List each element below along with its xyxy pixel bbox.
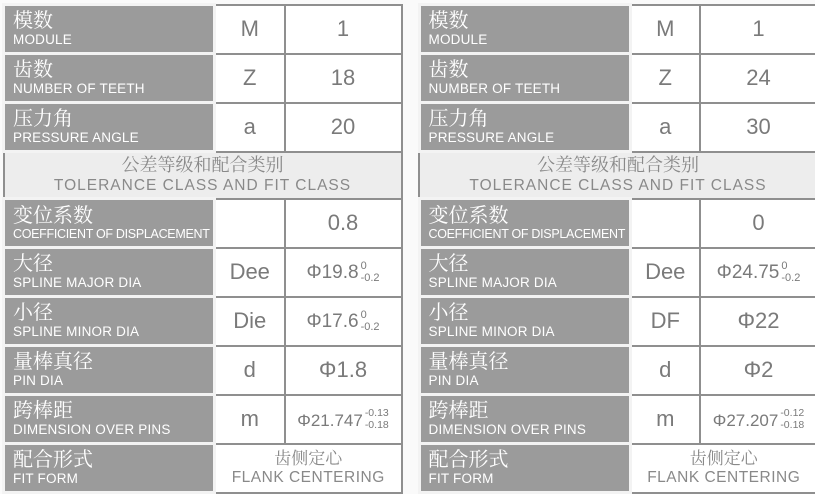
displacement-symbol [630, 199, 700, 248]
minor-dia-value [285, 297, 402, 346]
table-row-pressure-angle [419, 103, 815, 152]
table-row-minor-dia [4, 297, 402, 346]
pin-dia-symbol: d [630, 346, 700, 395]
minor-dia-label [419, 297, 630, 346]
pin-dia-value: Φ1.8 [285, 346, 402, 395]
tolerance-band-zh: 公差等级和配合类别 [5, 154, 401, 177]
module-symbol: M [215, 5, 285, 54]
minor-dia-label-zh: 小径 [13, 302, 211, 324]
major-dia-nominal: Φ19.8 [306, 262, 358, 284]
table-row-module [4, 5, 402, 54]
major-dia-label-zh: 大径 [13, 253, 211, 275]
pressure-angle-label [4, 103, 215, 152]
major-dia-label [419, 248, 630, 297]
table-row-tolerance-band [419, 152, 815, 199]
over-pins-value [700, 395, 815, 444]
fit-form-label-zh: 配合形式 [13, 449, 211, 471]
spec-table-left [2, 3, 403, 494]
tolerance-band-en: TOLERANCE CLASS AND FIT CLASS [5, 177, 401, 196]
displacement-label-en: COEFFICIENT OF DISPLACEMENT [13, 227, 211, 241]
pressure-angle-value: 30 [700, 103, 815, 152]
teeth-label-zh: 齿数 [429, 59, 627, 81]
major-dia-label [4, 248, 215, 297]
major-dia-value [700, 248, 815, 297]
pressure-angle-value: 20 [285, 103, 402, 152]
pin-dia-label-en: PIN DIA [429, 373, 627, 389]
pin-dia-label-en: PIN DIA [13, 373, 211, 389]
table-row-pin-dia [419, 346, 815, 395]
over-pins-nominal: Φ21.747 [297, 411, 363, 431]
table-row-displacement [4, 199, 402, 248]
fit-form-value-en: FLANK CENTERING [632, 469, 815, 488]
pin-dia-label-zh: 量棒真径 [13, 351, 211, 373]
major-dia-symbol: Dee [630, 248, 700, 297]
module-value: 1 [285, 5, 402, 54]
minor-dia-label-zh: 小径 [429, 302, 627, 324]
minor-dia-symbol: DF [630, 297, 700, 346]
table-row-teeth [419, 54, 815, 103]
over-pins-label [4, 395, 215, 444]
teeth-symbol: Z [215, 54, 285, 103]
tolerance-band-zh: 公差等级和配合类别 [420, 154, 815, 177]
pin-dia-value: Φ2 [700, 346, 815, 395]
table-row-pin-dia [4, 346, 402, 395]
displacement-value: 0.8 [285, 199, 402, 248]
table-row-fit-form [419, 444, 815, 493]
over-pins-label [419, 395, 630, 444]
minor-dia-nominal: Φ17.6 [306, 311, 358, 333]
fit-form-label-en: FIT FORM [429, 471, 627, 487]
table-row-minor-dia [419, 297, 815, 346]
pressure-angle-symbol: a [630, 103, 700, 152]
fit-form-value [630, 444, 815, 493]
table-row-tolerance-band [4, 152, 402, 199]
displacement-label-zh: 变位系数 [13, 205, 211, 227]
major-dia-tolerance: 0 -0.2 [361, 260, 380, 285]
pin-dia-label [4, 346, 215, 395]
table-row-major-dia [419, 248, 815, 297]
teeth-value: 18 [285, 54, 402, 103]
displacement-value: 0 [700, 199, 815, 248]
teeth-label-zh: 齿数 [13, 59, 211, 81]
major-dia-label-en: SPLINE MAJOR DIA [429, 275, 627, 291]
over-pins-symbol: m [215, 395, 285, 444]
displacement-label-zh: 变位系数 [429, 205, 627, 227]
over-pins-label-en: DIMENSION OVER PINS [429, 422, 627, 438]
major-dia-tolerance: 0 -0.2 [781, 260, 800, 285]
tolerance-band [4, 152, 402, 199]
table-row-major-dia [4, 248, 402, 297]
teeth-label-en: NUMBER OF TEETH [429, 81, 627, 97]
major-dia-value [285, 248, 402, 297]
pressure-angle-label-zh: 压力角 [429, 108, 627, 130]
fit-form-value-en: FLANK CENTERING [216, 469, 401, 488]
over-pins-tolerance: -0.12 -0.18 [780, 408, 804, 432]
displacement-label [419, 199, 630, 248]
major-dia-nominal: Φ24.75 [717, 262, 780, 284]
minor-dia-value: Φ22 [700, 297, 815, 346]
fit-form-value-zh: 齿侧定心 [216, 448, 401, 469]
pressure-angle-label-en: PRESSURE ANGLE [429, 130, 627, 146]
over-pins-tolerance: -0.13 -0.18 [365, 408, 389, 432]
table-row-pressure-angle [4, 103, 402, 152]
displacement-label [4, 199, 215, 248]
table-row-displacement [419, 199, 815, 248]
module-label-zh: 模数 [429, 10, 627, 32]
tolerance-band-en: TOLERANCE CLASS AND FIT CLASS [420, 177, 815, 196]
fit-form-label-zh: 配合形式 [429, 449, 627, 471]
major-dia-symbol: Dee [215, 248, 285, 297]
fit-form-label [4, 444, 215, 493]
module-symbol: M [630, 5, 700, 54]
pressure-angle-label-en: PRESSURE ANGLE [13, 130, 211, 146]
displacement-symbol [215, 199, 285, 248]
major-dia-label-zh: 大径 [429, 253, 627, 275]
minor-dia-tolerance: 0 -0.2 [361, 309, 380, 334]
module-label-zh: 模数 [13, 10, 211, 32]
major-dia-label-en: SPLINE MAJOR DIA [13, 275, 211, 291]
table-row-over-pins [4, 395, 402, 444]
over-pins-nominal: Φ27.207 [713, 411, 779, 431]
teeth-symbol: Z [630, 54, 700, 103]
pin-dia-label-zh: 量棒真径 [429, 351, 627, 373]
teeth-label [4, 54, 215, 103]
pin-dia-symbol: d [215, 346, 285, 395]
module-value: 1 [700, 5, 815, 54]
over-pins-value [285, 395, 402, 444]
pressure-angle-symbol: a [215, 103, 285, 152]
fit-form-label [419, 444, 630, 493]
over-pins-symbol: m [630, 395, 700, 444]
fit-form-value [215, 444, 402, 493]
teeth-label-en: NUMBER OF TEETH [13, 81, 211, 97]
table-row-teeth [4, 54, 402, 103]
minor-dia-label [4, 297, 215, 346]
table-row-module [419, 5, 815, 54]
over-pins-label-zh: 跨棒距 [429, 400, 627, 422]
fit-form-value-zh: 齿侧定心 [632, 448, 815, 469]
module-label-en: MODULE [13, 32, 211, 48]
spec-table-right [418, 3, 815, 494]
table-row-over-pins [419, 395, 815, 444]
displacement-label-en: COEFFICIENT OF DISPLACEMENT [429, 227, 627, 241]
pin-dia-label [419, 346, 630, 395]
module-label-en: MODULE [429, 32, 627, 48]
pressure-angle-label [419, 103, 630, 152]
over-pins-label-en: DIMENSION OVER PINS [13, 422, 211, 438]
teeth-value: 24 [700, 54, 815, 103]
teeth-label [419, 54, 630, 103]
tolerance-band [419, 152, 815, 199]
table-row-fit-form [4, 444, 402, 493]
minor-dia-symbol: Die [215, 297, 285, 346]
module-label [419, 5, 630, 54]
minor-dia-label-en: SPLINE MINOR DIA [13, 324, 211, 340]
pressure-angle-label-zh: 压力角 [13, 108, 211, 130]
over-pins-label-zh: 跨棒距 [13, 400, 211, 422]
fit-form-label-en: FIT FORM [13, 471, 211, 487]
minor-dia-label-en: SPLINE MINOR DIA [429, 324, 627, 340]
module-label [4, 5, 215, 54]
